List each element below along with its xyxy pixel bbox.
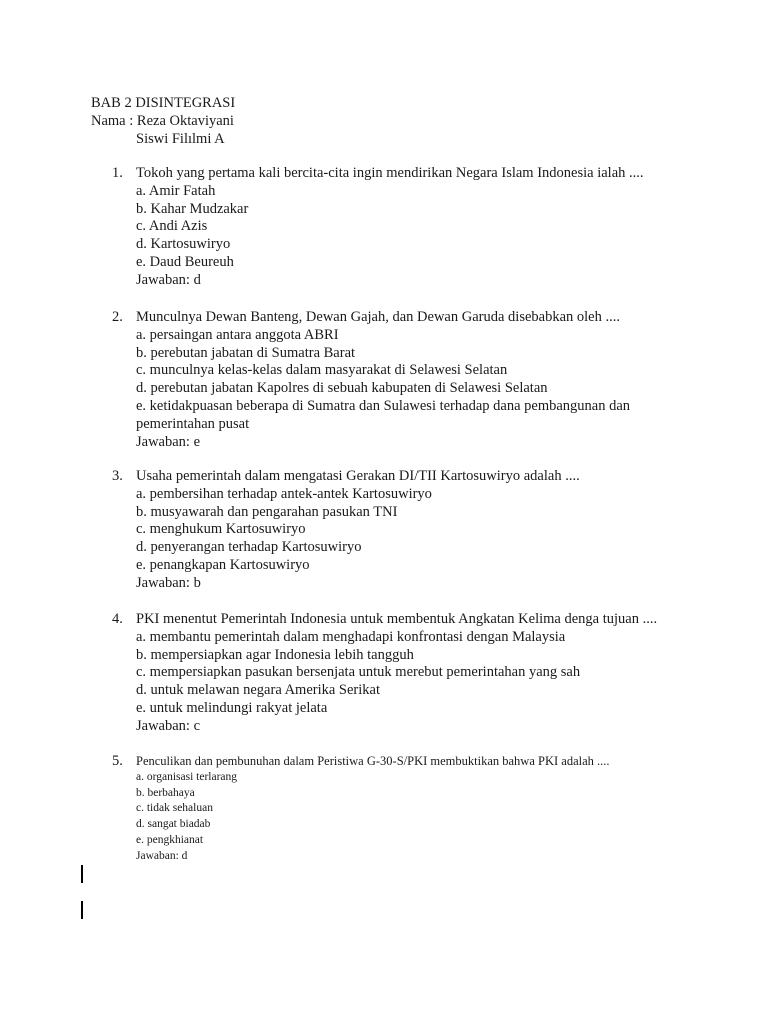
question-text: PKI menentut Pemerintah Indonesia untuk membentuk Angkatan Kelima denga tujuan .... [136, 611, 658, 627]
student-name: Nama : Reza Oktaviyani [91, 113, 234, 129]
question-text: Usaha pemerintah dalam mengatasi Gerakan DI/TII Kartosuwiryo adalah .... [136, 468, 580, 484]
question-text: Munculnya Dewan Banteng, Dewan Gajah, dan Dewan Garuda disebabkan oleh .... [136, 309, 620, 325]
option-c: c. tidak sehaluan [136, 802, 213, 815]
option-c: c. Andi Azis [136, 218, 208, 235]
option-c: c. mempersiapkan pasukan bersenjata untuk merebut pemerintahan yang sah [136, 664, 581, 681]
question-number: 2. [112, 309, 123, 325]
answer: Jawaban: d [136, 849, 188, 862]
question-2 [112, 309, 712, 451]
question-number: 1. [112, 165, 123, 181]
option-b: b. musyawarah dan pengarahan pasukan TNI [136, 503, 398, 520]
option-a: a. pembersihan terhadap antek-antek Kartosuwiryo [136, 485, 432, 502]
option-d: d. Kartosuwiryo [136, 236, 231, 253]
option-e: e. ketidakpuasan beberapa di Sumatra dan Sulawesi terhadap dana pembangunan dan pemerintahan pusat [136, 397, 631, 432]
document-header [91, 94, 235, 148]
student-class: Siswi Filılmi A [136, 131, 225, 147]
option-c: c. munculnya kelas-kelas dalam masyarakat di Selawesi Selatan [136, 362, 508, 379]
option-e: e. pengkhianat [136, 833, 204, 846]
option-b: b. berbahaya [136, 786, 195, 799]
option-b: b. mempersiapkan agar Indonesia lebih tangguh [136, 646, 414, 663]
option-d: d. untuk melawan negara Amerika Serikat [136, 682, 381, 699]
text-cursor[interactable] [81, 865, 83, 883]
text-cursor[interactable] [81, 901, 83, 919]
answer: Jawaban: b [136, 574, 201, 591]
option-a: a. persaingan antara anggota ABRI [136, 326, 339, 343]
option-e: e. untuk melindungi rakyat jelata [136, 699, 328, 716]
option-a: a. organisasi terlarang [136, 770, 238, 783]
option-e: e. penangkapan Kartosuwiryo [136, 556, 310, 573]
option-d: d. perebutan jabatan Kapolres di sebuah kabupaten di Selawesi Selatan [136, 380, 548, 397]
answer: Jawaban: e [136, 433, 201, 450]
option-b: b. Kahar Mudzakar [136, 200, 249, 217]
question-3 [112, 468, 712, 593]
option-a: a. membantu pemerintah dalam menghadapi konfrontasi dengan Malaysia [136, 628, 566, 645]
option-b: b. perebutan jabatan di Sumatra Barat [136, 344, 356, 361]
question-1 [112, 165, 712, 290]
question-number: 5. [112, 753, 123, 769]
answer: Jawaban: c [136, 717, 201, 734]
question-number: 3. [112, 468, 123, 484]
question-5 [112, 754, 712, 865]
option-d: d. penyerangan terhadap Kartosuwiryo [136, 539, 362, 556]
option-c: c. menghukum Kartosuwiryo [136, 521, 306, 538]
option-a: a. Amir Fatah [136, 182, 216, 199]
question-text: Penculikan dan pembunuhan dalam Peristiwa G-30-S/PKI membuktikan bahwa PKI adalah .... [136, 754, 610, 768]
question-4 [112, 611, 712, 736]
answer: Jawaban: d [136, 271, 201, 288]
question-number: 4. [112, 611, 123, 627]
question-text: Tokoh yang pertama kali bercita-cita ingin mendirikan Negara Islam Indonesia ialah .... [136, 165, 644, 181]
option-e: e. Daud Beureuh [136, 253, 234, 270]
chapter-title: BAB 2 DISINTEGRASI [91, 95, 236, 111]
option-d: d. sangat biadab [136, 818, 211, 831]
